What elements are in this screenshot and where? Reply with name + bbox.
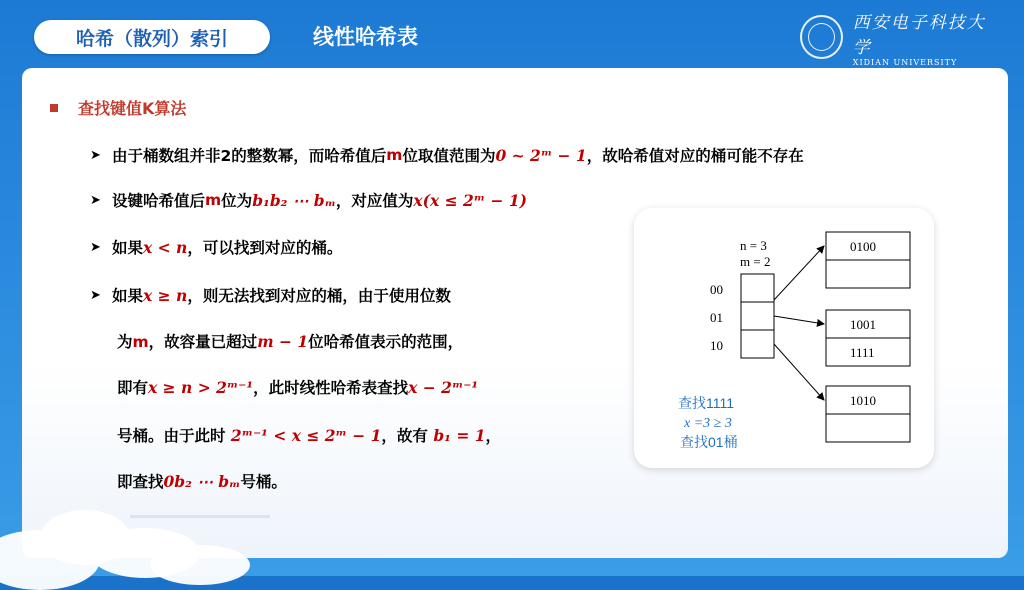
bullet-2 — [90, 189, 527, 211]
text: 为 — [117, 333, 133, 351]
index-label: 01 — [710, 310, 723, 325]
formula: 0b₂ ⋯ bₘ — [163, 472, 241, 491]
text: ，对应值为 — [335, 192, 414, 210]
bullet-4-line-5 — [117, 470, 287, 492]
text: m — [386, 146, 403, 164]
index-cell — [741, 302, 774, 330]
chapter-pill-label: 哈希（散列）索引 — [75, 27, 228, 50]
bucket-cell — [826, 260, 910, 288]
text: 号桶。 — [240, 473, 287, 491]
formula: b₁b₂ ⋯ bₘ — [252, 190, 336, 210]
pointer-arrow — [774, 316, 824, 324]
text: ，故哈希值对应的桶可能不存在 — [586, 147, 804, 165]
bucket-value: 1010 — [850, 393, 876, 408]
text: ， — [485, 427, 502, 445]
text: ，此时线性哈希表查找 — [253, 379, 409, 397]
arrow-bullet-icon: ➤ — [90, 192, 101, 208]
text: ，故有 — [381, 427, 434, 445]
formula: x ≥ n — [143, 285, 188, 305]
text: 位哈希值表示的范围， — [308, 333, 464, 351]
section-heading — [50, 96, 186, 119]
arrow-bullet-icon: ➤ — [90, 239, 101, 255]
text: ，则无法找到对应的桶，由于使用位数 — [187, 287, 451, 305]
text: 设键哈希值后 — [112, 192, 206, 210]
m-label: m = 2 — [740, 254, 771, 269]
page-title: 线性哈希表 — [313, 25, 418, 49]
bullet-4-line-4 — [117, 424, 501, 446]
note-line-1: 查找1111 — [678, 395, 735, 411]
formula: x − 2ᵐ⁻¹ — [408, 378, 479, 397]
formula: x(x ≤ 2ᵐ − 1) — [413, 190, 527, 210]
n-label: n = 3 — [740, 238, 767, 253]
bucket-cell — [826, 414, 910, 442]
formula: x < n — [143, 237, 188, 257]
index-label: 10 — [710, 338, 723, 353]
text: 由于桶数组并非2的整数幂，而哈希值后 — [112, 147, 387, 165]
text: ，故容量已超过 — [148, 333, 258, 351]
note-line-3: 查找01桶 — [680, 434, 738, 450]
text: 位取值范围为 — [402, 147, 496, 165]
bullet-4 — [90, 284, 451, 306]
logo-name-en: XIDIAN UNIVERSITY — [852, 57, 958, 67]
linear-hash-diagram — [634, 208, 934, 468]
text: m — [132, 333, 149, 351]
square-bullet-icon — [50, 104, 58, 112]
bullet-1 — [90, 144, 804, 166]
bullet-4-line-2 — [117, 330, 463, 352]
text: ，可以找到对应的桶。 — [187, 239, 343, 257]
formula: 2ᵐ⁻¹ < x ≤ 2ᵐ − 1 — [230, 426, 382, 445]
formula: m − 1 — [257, 332, 309, 351]
index-cell — [741, 330, 774, 358]
arrow-bullet-icon: ➤ — [90, 147, 101, 163]
formula: b₁ = 1 — [433, 426, 486, 445]
text: m — [205, 191, 222, 209]
formula: 0 ~ 2ᵐ − 1 — [495, 145, 587, 165]
pointer-arrow — [774, 246, 824, 300]
text: 即有 — [117, 379, 149, 397]
formula: x ≥ n > 2ᵐ⁻¹ — [148, 378, 254, 397]
bullet-3 — [90, 236, 342, 258]
arrow-bullet-icon: ➤ — [90, 287, 101, 303]
text: 如果 — [112, 239, 144, 257]
note-line-2: x =3 ≥ 3 — [684, 416, 732, 431]
bucket-value: 0100 — [850, 239, 876, 254]
pointer-arrow — [774, 344, 824, 400]
bucket-value: 1001 — [850, 317, 876, 332]
text: 位为 — [221, 192, 253, 210]
section-title: 查找键值K算法 — [78, 99, 187, 118]
text: 如果 — [112, 287, 144, 305]
bucket-value: 1111 — [850, 345, 875, 360]
text: 号桶。由于此时 — [117, 427, 231, 445]
bullet-4-line-3 — [117, 376, 478, 398]
logo-name-cn: 西安电子科技大学 — [852, 12, 986, 58]
index-cell — [741, 274, 774, 302]
index-label: 00 — [710, 282, 723, 297]
text: 即查找 — [117, 473, 164, 491]
